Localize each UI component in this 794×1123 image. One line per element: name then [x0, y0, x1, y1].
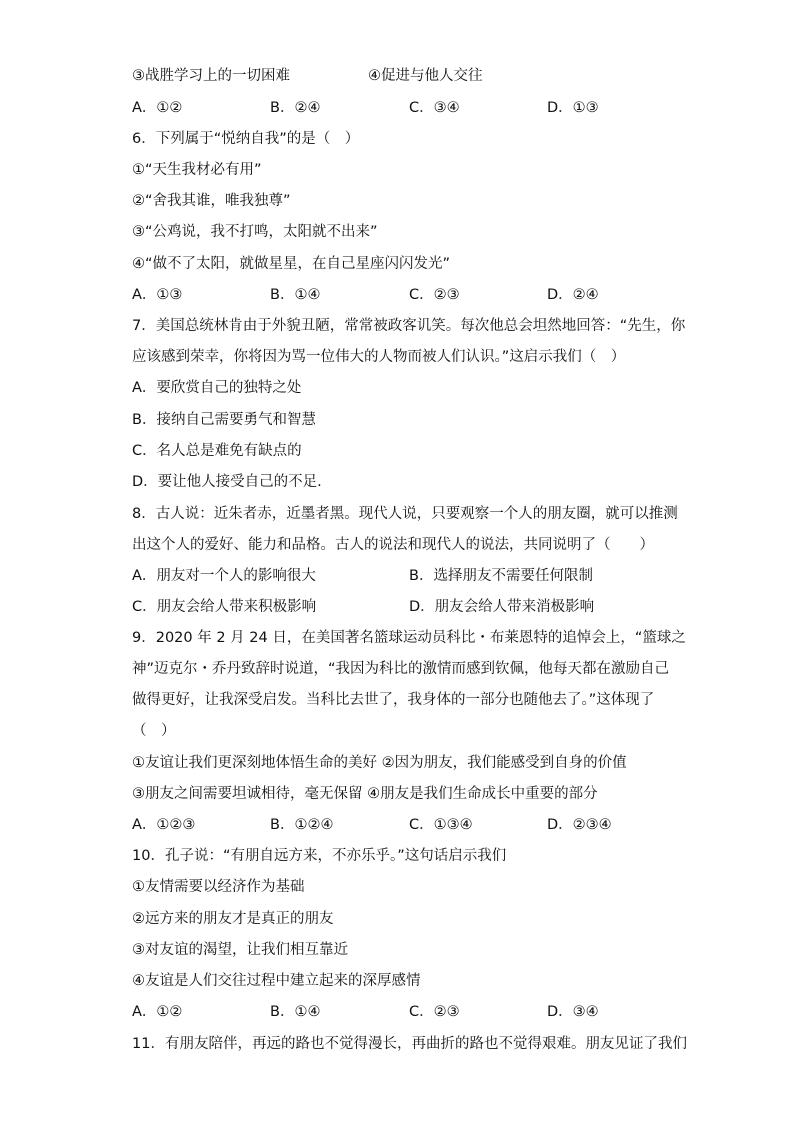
question-10: 10．孔子说：“有朋自远方来，不亦乐乎。”这句话启示我们 — [132, 848, 507, 864]
question-8-line-1: 8．古人说：近朱者赤，近墨者黑。现代人说，只要观察一个人的朋友圈，就可以推测 — [132, 506, 678, 522]
option-c[interactable]: C．朋友会给人带来积极影响 — [132, 599, 317, 615]
question-6: 6．下列属于“悦纳自我”的是（ ） — [132, 131, 360, 147]
question-9-line-2: 神”迈克尔・乔丹致辞时说道，“我因为科比的激情而感到钦佩，他每天都在激励自己 — [132, 661, 670, 677]
q7-option-a[interactable]: A．要欣赏自己的独特之处 — [132, 380, 302, 396]
q6-item-2: ②“舍我其谁，唯我独尊” — [132, 193, 291, 209]
q6-item-4: ④“做不了太阳，就做星星，在自己星座闪闪发光” — [132, 256, 451, 272]
option-c[interactable]: C．②③ — [409, 1004, 460, 1020]
option-c[interactable]: C．③④ — [409, 100, 460, 116]
question-8-line-2: 出这个人的爱好、能力和品格。古人的说法和现代人的说法，共同说明了（ ） — [132, 537, 654, 553]
q10-item-4: ④友谊是人们交往过程中建立起来的深厚感情 — [132, 973, 421, 989]
q10-item-1: ①友情需要以经济作为基础 — [132, 879, 305, 895]
option-b[interactable]: B．②④ — [270, 100, 321, 116]
q5-options — [132, 98, 672, 118]
option-c[interactable]: C．②③ — [409, 287, 460, 303]
option-a[interactable]: A．朋友对一个人的影响很大 — [132, 568, 316, 584]
question-9-line-4: （ ） — [132, 723, 176, 739]
question-11-line-1: 11．有朋友陪伴，再远的路也不觉得漫长，再曲折的路也不觉得艰难。朋友见证了我们 — [132, 1036, 687, 1052]
option-b[interactable]: B．①④ — [270, 1004, 321, 1020]
statement-4: ④促进与他人交往 — [368, 68, 483, 84]
q10-item-2: ②远方来的朋友才是真正的朋友 — [132, 911, 334, 927]
option-a[interactable]: A．①③ — [132, 287, 183, 303]
question-7-line-2: 应该感到荣幸，你将因为骂一位伟大的人物而被人们认识。”这启示我们（ ） — [132, 349, 626, 365]
q10-options — [132, 1002, 672, 1022]
q9-items-1: ①友谊让我们更深刻地体悟生命的美好 ②因为朋友，我们能感受到自身的价值 — [132, 755, 627, 771]
option-d[interactable]: D．②③④ — [547, 817, 612, 833]
option-d[interactable]: D．①③ — [547, 100, 599, 116]
question-7-line-1: 7．美国总统林肯由于外貌丑陋，常常被政客讥笑。每次他总会坦然地回答：“先生，你 — [132, 318, 686, 334]
q7-option-d[interactable]: D．要让他人接受自己的不足. — [132, 474, 322, 490]
option-c[interactable]: C．①③④ — [409, 817, 473, 833]
option-d[interactable]: D．朋友会给人带来消极影响 — [409, 599, 595, 615]
question-9-line-1: 9．2020 年 2 月 24 日，在美国著名篮球运动员科比・布莱恩特的追悼会上，“篮球之 — [132, 630, 686, 646]
option-d[interactable]: D．②④ — [547, 287, 599, 303]
q9-items-2: ③朋友之间需要坦诚相待，毫无保留 ④朋友是我们生命成长中重要的部分 — [132, 786, 598, 802]
option-b[interactable]: B．选择朋友不需要任何限制 — [409, 568, 593, 584]
statement-row — [132, 66, 672, 86]
q6-item-1: ①“天生我材必有用” — [132, 162, 262, 178]
option-a[interactable]: A．①② — [132, 100, 183, 116]
option-b[interactable]: B．①④ — [270, 287, 321, 303]
q9-options — [132, 815, 672, 835]
option-d[interactable]: D．③④ — [547, 1004, 599, 1020]
option-a[interactable]: A．①②③ — [132, 817, 196, 833]
q6-options — [132, 285, 672, 305]
option-a[interactable]: A．①② — [132, 1004, 183, 1020]
option-b[interactable]: B．①②④ — [270, 817, 334, 833]
q10-item-3: ③对友谊的渴望，让我们相互靠近 — [132, 942, 348, 958]
question-9-line-3: 做得更好，让我深受启发。当科比去世了，我身体的一部分也随他去了。”这体现了 — [132, 692, 655, 708]
q7-option-b[interactable]: B．接纳自己需要勇气和智慧 — [132, 412, 316, 428]
q6-item-3: ③“公鸡说，我不打鸣，太阳就不出来” — [132, 224, 378, 240]
statement-3: ③战胜学习上的一切困难 — [132, 68, 290, 84]
q8-options-row-2 — [132, 597, 672, 617]
q8-options-row-1 — [132, 566, 672, 586]
q7-option-c[interactable]: C．名人总是难免有缺点的 — [132, 443, 302, 459]
